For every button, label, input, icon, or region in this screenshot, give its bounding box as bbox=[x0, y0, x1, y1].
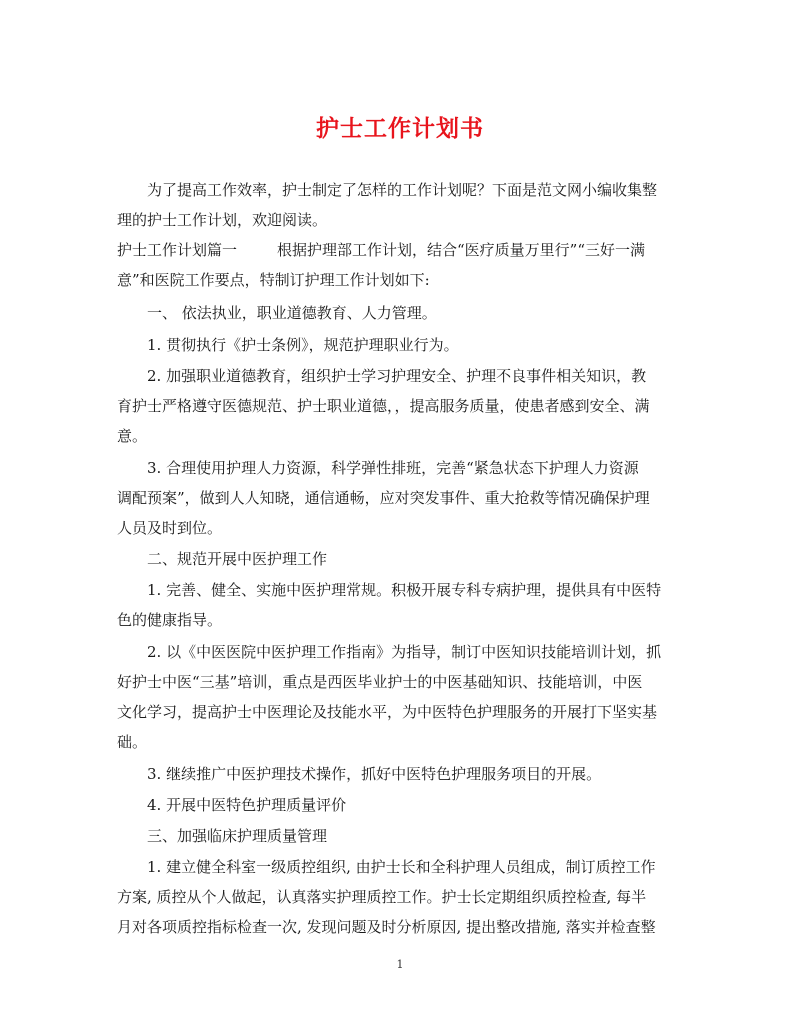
paragraph-line: 方案, 质控从个人做起，认真落实护理质控工作。护士长定期组织质控检查, 每半 bbox=[117, 888, 647, 906]
paragraph-line: 1. 完善、健全、实施中医护理常规。积极开展专科专病护理，提供具有中医特 bbox=[147, 581, 662, 599]
paragraph-line: 为了提高工作效率，护士制定了怎样的工作计划呢？下面是范文网小编收集整 bbox=[147, 181, 658, 199]
paragraph-line: 意”和医院工作要点，特制订护理工作计划如下: bbox=[117, 271, 430, 289]
section-heading: 二、规范开展中医护理工作 bbox=[147, 550, 328, 568]
paragraph-line: 人员及时到位。 bbox=[117, 519, 223, 537]
paragraph-line bbox=[117, 240, 687, 260]
paragraph-line: 月对各项质控指标检查一次, 发现问题及时分析原因, 提出整改措施, 落实并检查整 bbox=[117, 918, 656, 936]
section-heading: 三、加强临床护理质量管理 bbox=[147, 827, 328, 845]
page-number: 1 bbox=[396, 958, 404, 971]
section-heading: 一、 依法执业，职业道德教育、人力管理。 bbox=[147, 304, 437, 322]
document-title: 护士工作计划书 bbox=[316, 115, 484, 142]
paragraph-line: 1. 建立健全科室一级质控组织, 由护士长和全科护理人员组成，制订质控工作 bbox=[147, 858, 656, 876]
paragraph-line: 3. 合理使用护理人力资源，科学弹性排班，完善“紧急状态下护理人力资源 bbox=[147, 459, 639, 477]
paragraph-line: 3. 继续推广中医护理技术操作，抓好中医特色护理服务项目的开展。 bbox=[147, 765, 602, 783]
paragraph-text: 根据护理部工作计划，结合“医疗质量万里行”“三好一满 bbox=[277, 241, 646, 259]
paragraph-line: 2. 加强职业道德教育，组织护士学习护理安全、护理不良事件相关知识，教 bbox=[147, 367, 647, 385]
paragraph-line: 育护士严格遵守医德规范、护士职业道德，，提高服务质量，使患者感到安全、满 bbox=[117, 397, 650, 415]
paragraph-line: 4. 开展中医特色护理质量评价 bbox=[147, 796, 347, 814]
paragraph-line: 理的护士工作计划，欢迎阅读。 bbox=[117, 211, 328, 229]
paragraph-line: 础。 bbox=[117, 733, 148, 751]
paragraph-line: 好护士中医“三基”培训，重点是西医毕业护士的中医基础知识、技能培训，中医 bbox=[117, 673, 643, 691]
paragraph-line: 调配预案”，做到人人知晓，通信通畅，应对突发事件、重大抢救等情况确保护理 bbox=[117, 489, 650, 507]
section-heading: 护士工作计划篇一 bbox=[117, 241, 238, 259]
paragraph-line: 意。 bbox=[117, 427, 148, 445]
paragraph-line: 2. 以《中医医院中医护理工作指南》为指导，制订中医知识技能培训计划，抓 bbox=[147, 643, 662, 661]
paragraph-line: 1. 贯彻执行《护士条例》，规范护理职业行为。 bbox=[147, 336, 459, 354]
paragraph-line: 色的健康指导。 bbox=[117, 611, 223, 629]
paragraph-line: 文化学习，提高护士中医理论及技能水平，为中医特色护理服务的开展打下坚实基 bbox=[117, 703, 658, 721]
